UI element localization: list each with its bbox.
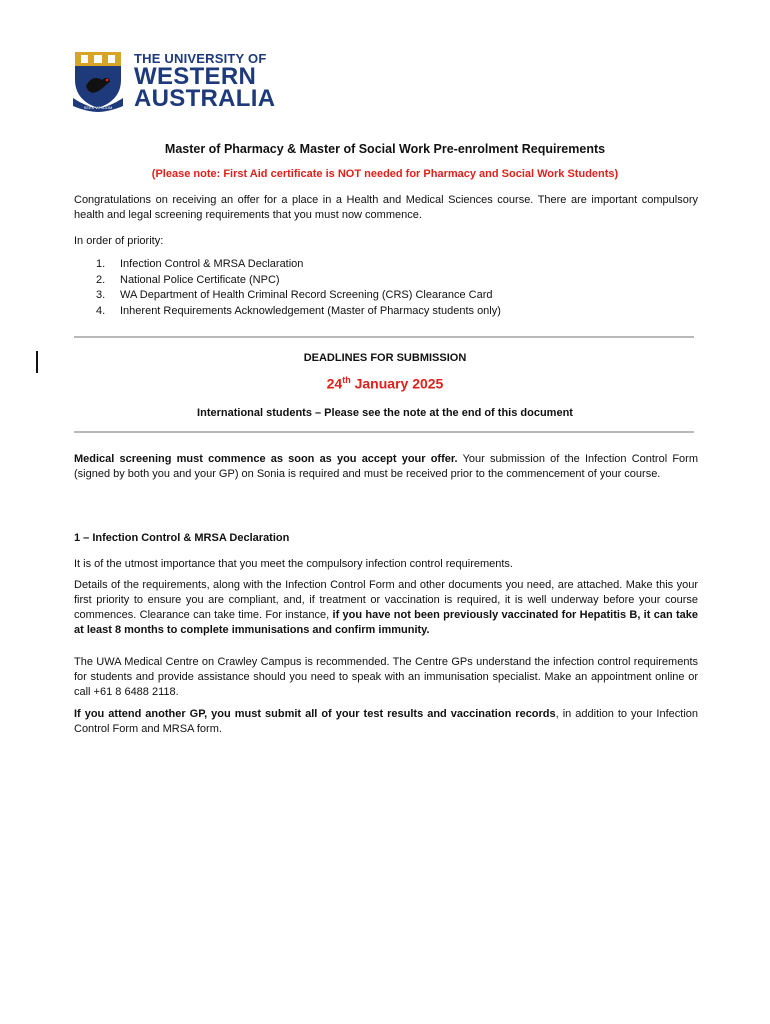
- divider-top: [74, 336, 694, 338]
- logo-wordmark: [134, 52, 275, 110]
- list-text: National Police Certificate (NPC): [120, 273, 280, 286]
- deadline-date: [0, 375, 770, 392]
- first-aid-note: (Please note: First Aid certificate is NOT needed for Pharmacy and Social Work Students): [151, 168, 619, 180]
- medical-screening-text: Your submission of the Infection Control Form (signed by both you and your GP) on Sonia is required and must be received prior to the commencement of your course.: [74, 453, 698, 480]
- intro-paragraph: Congratulations on receiving an offer for a place in a Health and Medical Sciences course. There are important compulsory health and legal screening requirements that you must now commence.: [74, 194, 698, 221]
- section-1-p2-bold: if you have not been previously vaccinated for Hepatitis B, it can take at least 8 months to complete immunisations and confirm immunity.: [74, 609, 698, 636]
- medical-screening-bold: Medical screening must commence as soon as you accept your offer.: [74, 453, 458, 465]
- section-1-p4-bold: If you attend another GP, you must submit all of your test results and vaccination records: [74, 708, 556, 720]
- svg-text:SEEK WISDOM: SEEK WISDOM: [83, 105, 113, 110]
- section-1-heading: 1 – Infection Control & MRSA Declaration: [74, 532, 290, 544]
- international-note: International students – Please see the note at the end of this document: [197, 407, 573, 419]
- section-1-p4-text: , in addition to your Infection Control Form and MRSA form.: [74, 708, 698, 735]
- list-item: [96, 288, 501, 304]
- logo-line-2: WESTERN: [134, 63, 257, 90]
- divider-bottom: [74, 431, 694, 433]
- list-item: [96, 273, 501, 289]
- medical-screening-paragraph: [74, 452, 698, 482]
- university-logo: [72, 50, 276, 112]
- deadline-month-year: January 2025: [354, 375, 444, 392]
- deadline-day: 24: [326, 375, 343, 392]
- section-1-paragraph-1: It is of the utmost importance that you meet the compulsory infection control requirements.: [74, 558, 513, 570]
- priority-list: [96, 257, 501, 319]
- section-1-paragraph-2: [74, 578, 698, 638]
- deadlines-heading: DEADLINES FOR SUBMISSION: [303, 352, 467, 364]
- university-crest-icon: [72, 50, 124, 112]
- priority-label: In order of priority:: [74, 235, 164, 247]
- list-number: 2.: [96, 273, 106, 286]
- list-text: Inherent Requirements Acknowledgement (Master of Pharmacy students only): [120, 304, 501, 317]
- section-1-paragraph-4: [74, 707, 698, 737]
- logo-line-3: AUSTRALIA: [134, 85, 276, 112]
- list-item: [96, 304, 501, 320]
- document-title: Master of Pharmacy & Master of Social Work Pre-enrolment Requirements: [164, 142, 606, 156]
- list-number: 4.: [96, 304, 106, 317]
- list-number: 1.: [96, 258, 106, 270]
- section-1-p2-text: Details of the requirements, along with the Infection Control Form and other documents you need, are attached. Make this your first priority to ensure you are compliant, and, if treatment or vaccination is required, it is well underway before your course commences. Clearance can take time. For instance,: [74, 579, 698, 621]
- section-1-paragraph-3: The UWA Medical Centre on Crawley Campus is recommended. The Centre GPs understand the infection control requirements for students and provide assistance should you need to speak with an immunisation specialist. Make an appointment online or call +61 8 6488 2118.: [74, 656, 698, 698]
- logo-line-1: THE UNIVERSITY OF: [134, 51, 267, 66]
- list-item: [96, 257, 501, 273]
- list-text: Infection Control & MRSA Declaration: [120, 258, 304, 270]
- deadline-day-suffix: th: [342, 375, 351, 385]
- list-number: 3.: [96, 289, 106, 301]
- list-text: WA Department of Health Criminal Record Screening (CRS) Clearance Card: [120, 289, 493, 301]
